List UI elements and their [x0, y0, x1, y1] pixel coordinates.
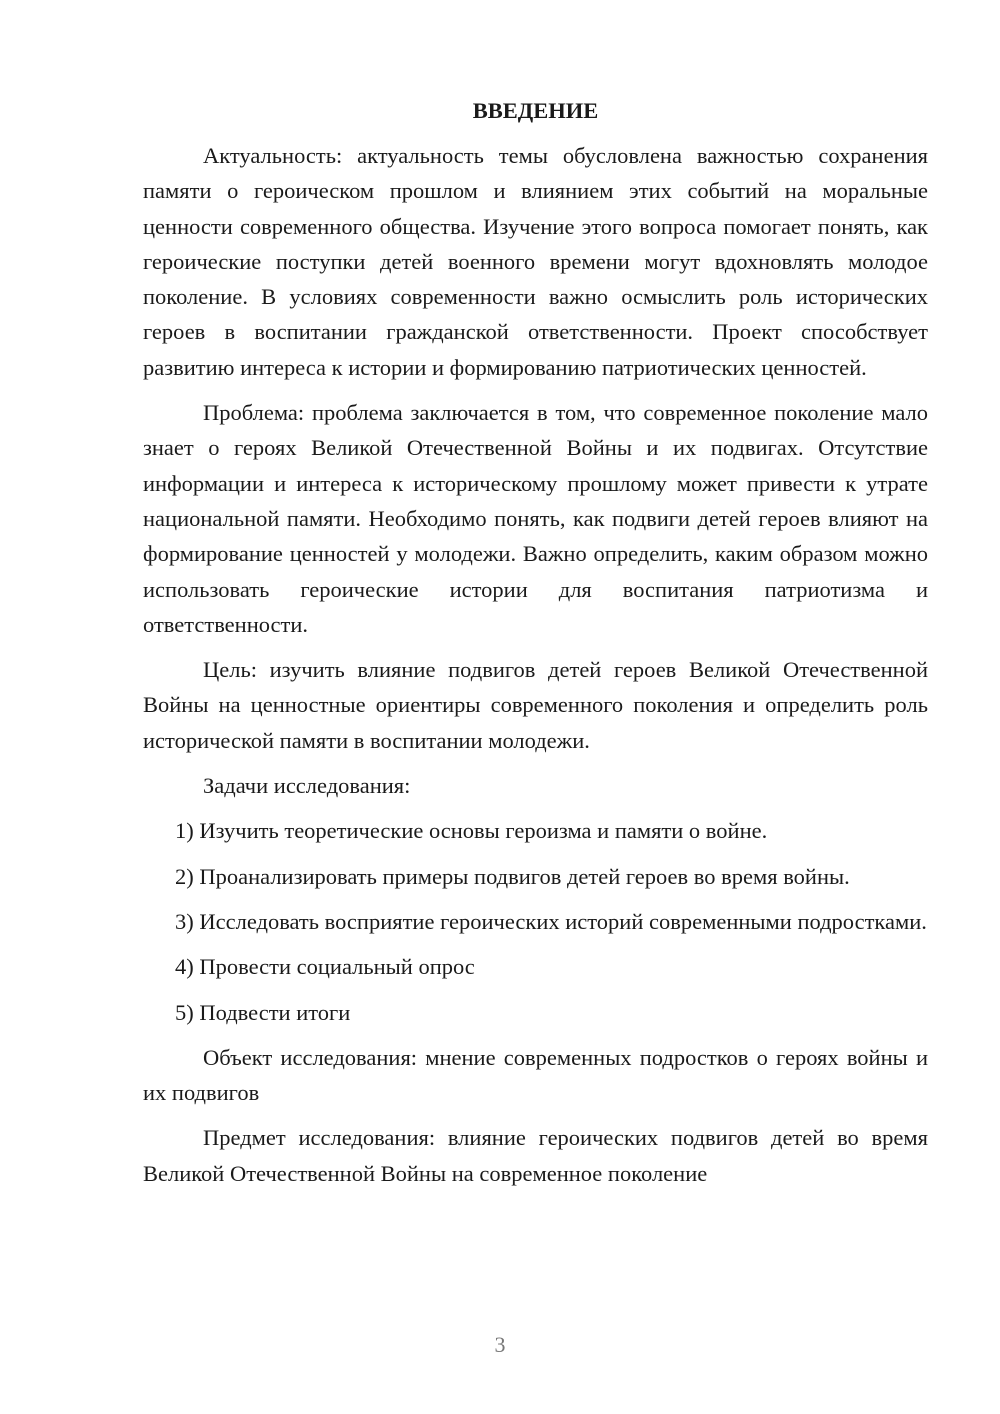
paragraph-goal: Цель: изучить влияние подвигов детей героев Великой Отечественной Войны на ценностные ориентиры современного поколения и определить роль исторической памяти в воспитании молодежи.: [143, 657, 928, 753]
paragraph-problem: Проблема: проблема заключается в том, что современное поколение мало знает о героях Великой Отечественной Войны и их подвигах. Отсутствие информации и интереса к историческому прошлому может привести к утрате национальной памяти. Необходимо понять, как подвиги детей героев влияют на формирование ценностей у молодежи. Важно определить, каким образом можно использовать героические истории для воспитания патриотизма и ответственности.: [143, 400, 928, 637]
task-item-1: 1) Изучить теоретические основы героизма и памяти о войне.: [175, 818, 768, 844]
paragraph-relevance: Актуальность: актуальность темы обусловлена важностью сохранения памяти о героическом прошлом и влиянием этих событий на моральные ценности современного общества. Изучение этого вопроса помогает понять, как героические поступки детей военного времени могут вдохновлять молодое поколение. В условиях современности важно осмыслить роль исторических героев в воспитании гражданской ответственности. Проект способствует развитию интереса к истории и формированию патриотических ценностей.: [143, 143, 928, 380]
task-item-4: 4) Провести социальный опрос: [175, 954, 475, 980]
task-item-3: 3) Исследовать восприятие героических историй современными подростками.: [175, 908, 927, 934]
paragraph-subject: Предмет исследования: влияние героических подвигов детей во время Великой Отечественной Войны на современное поколение: [143, 1125, 928, 1186]
document-page: [143, 92, 928, 1201]
tasks-heading: Задачи исследования:: [203, 773, 411, 799]
task-item-5: 5) Подвести итоги: [175, 999, 351, 1025]
task-item-2: 2) Проанализировать примеры подвигов детей героев во время войны.: [175, 863, 850, 889]
document-title: ВВЕДЕНИЕ: [472, 98, 599, 123]
paragraph-object: Объект исследования: мнение современных подростков о героях войны и их подвигов: [143, 1044, 928, 1106]
page-number: 3: [494, 1332, 506, 1357]
